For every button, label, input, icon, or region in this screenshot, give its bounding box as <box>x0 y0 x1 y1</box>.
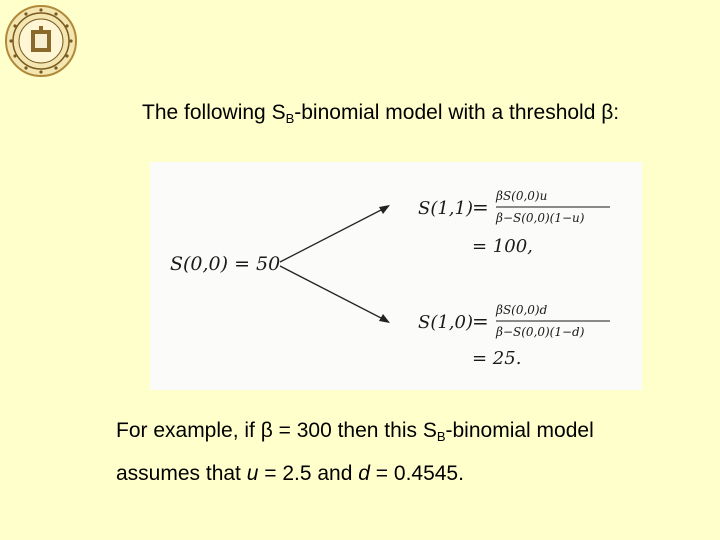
up-node-value: = 100, <box>472 236 533 257</box>
down-node-label: S(1,0) <box>418 312 474 333</box>
up-formula-numerator: βS(0,0)u <box>496 189 548 203</box>
up-arrowhead <box>379 205 390 214</box>
heading-suffix: -binomial model with a threshold β: <box>294 101 620 124</box>
heading-subscript: B <box>285 111 295 126</box>
heading-prefix: The following S <box>142 101 286 124</box>
binomial-tree-figure <box>150 162 642 390</box>
down-node-value: = 25. <box>472 348 522 369</box>
university-seal-logo <box>4 4 78 78</box>
svg-text:=: = <box>472 309 489 333</box>
down-branch-arrow <box>280 266 385 320</box>
slide-heading <box>142 101 619 126</box>
down-arrowhead <box>379 314 390 323</box>
root-node: S(0,0) = 50 <box>170 253 281 275</box>
example-line-2: assumes that u = 2.5 and d = 0.4545. <box>116 462 464 485</box>
up-formula-denominator: β−S(0,0)(1−u) <box>496 211 585 225</box>
example-line-1: For example, if β = 300 then this $S_B$-binomial model <box>116 419 594 444</box>
down-formula-numerator: βS(0,0)d <box>496 303 548 317</box>
down-formula-denominator: β−S(0,0)(1−d) <box>496 325 585 339</box>
up-branch-arrow <box>280 208 385 262</box>
up-node-label: S(1,1) <box>418 198 474 219</box>
svg-text:=: = <box>472 195 489 219</box>
example-paragraph <box>116 412 594 492</box>
